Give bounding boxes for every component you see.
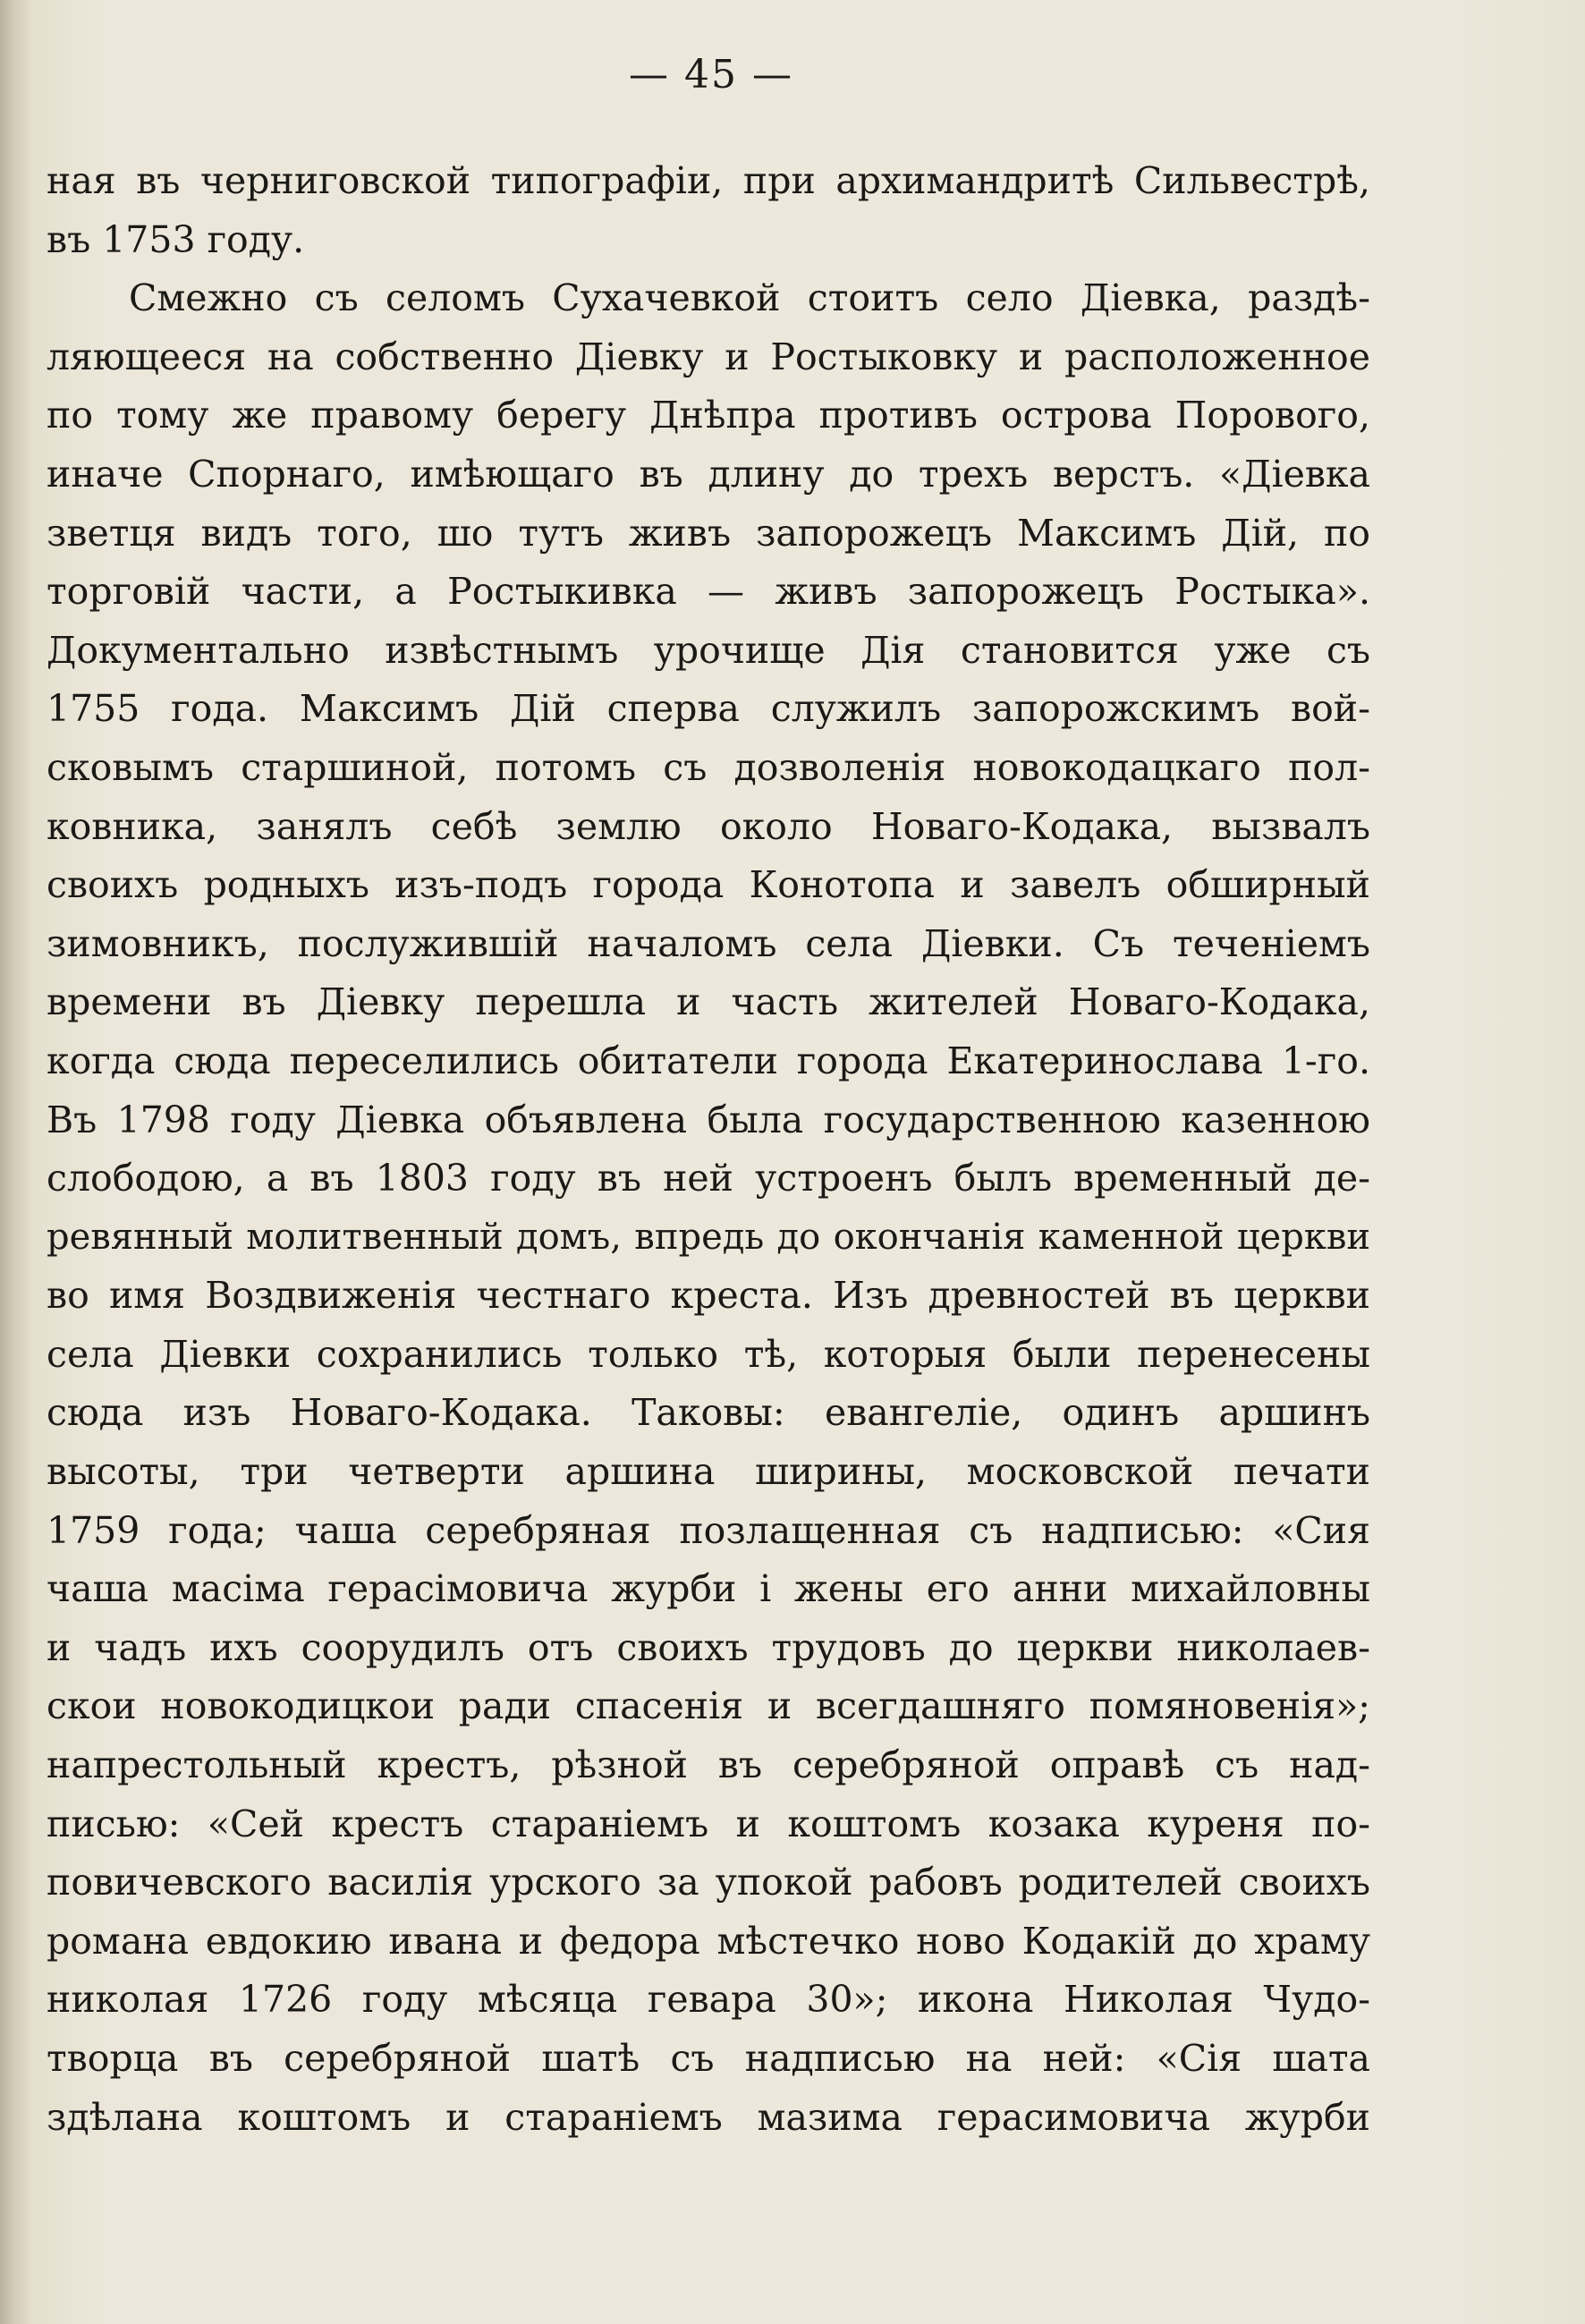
text-line: сюда изъ Новаго-Кодака. Таковы: евангеліе, одинъ аршинъ [47,1391,1370,1435]
text-line: когда сюда переселились обитатели города Екатеринослава 1-го. [47,1039,1370,1082]
page-number: — 45 — [629,52,793,98]
text-line: ковника, занялъ себѣ землю около Новаго-Кодака, вызвалъ [47,804,1370,848]
text-line: времени въ Діевку перешла и часть жителей Новаго-Кодака, [47,980,1370,1024]
text-line: ревянный молитвенный домъ, впредь до окончанія каменной церкви [47,1216,1370,1258]
text-line: здѣлана коштомъ и стараніемъ мазима герасимовича журби [47,2095,1370,2139]
body-text [47,152,1370,2147]
text-line: напрестольный крестъ, рѣзной въ серебряной оправѣ съ над- [47,1743,1370,1787]
text-line: романа евдокию ивана и федора мѣстечко ново Кодакій до храму [47,1919,1370,1963]
text-line: творца въ серебряной шатѣ съ надписью на ней: «Сія шата [47,2037,1370,2080]
text-line: ная въ черниговской типографіи, при архимандритѣ Сильвестрѣ, [47,159,1370,202]
text-line: чаша масіма герасімовича журби і жены его анни михайловны [47,1567,1370,1611]
text-line: и чадъ ихъ соорудилъ отъ своихъ трудовъ до церкви николаев- [47,1625,1370,1669]
text-line: ляющееся на собственно Діевку и Ростыковку и расположенное [47,335,1370,378]
text-line: своихъ родныхъ изъ-подъ города Конотопа и завелъ обширный [47,863,1370,907]
text-line: 1759 года; чаша серебряная позлащенная съ надписью: «Сия [47,1508,1370,1552]
text-line: писью: «Сей крестъ стараніемъ и коштомъ козака куреня по- [47,1802,1370,1845]
text-line: торговій части, а Ростыкивка — живъ запорожецъ Ростыка». [47,570,1370,614]
binding-gutter-shadow [0,0,32,2324]
text-line: иначе Спорнаго, имѣющаго въ длину до трехъ верстъ. «Діевка [47,452,1370,496]
text-line: повичевского василія урского за упокой рабовъ родителей своихъ [47,1861,1370,1904]
text-line: слободою, а въ 1803 году въ ней устроенъ былъ временный де- [47,1157,1370,1200]
text-line: высоты, три четверти аршина ширины, московской печати [47,1450,1370,1494]
text-line: сковымъ старшиной, потомъ съ дозволенія новокодацкаго пол- [47,745,1370,789]
text-line: села Діевки сохранились только тѣ, которыя были перенесены [47,1332,1370,1376]
text-line: Документально извѣстнымъ урочище Дія становится уже съ [47,628,1370,672]
text-line: скои новокодицкои ради спасенія и всегдашняго помяновенія»; [47,1684,1370,1728]
text-line: во имя Воздвиженія честнаго креста. Изъ древностей въ церкви [47,1274,1370,1318]
text-line: зветця видъ того, шо тутъ живъ запорожецъ Максимъ Дій, по [47,511,1370,555]
text-line: въ 1753 году. [47,217,305,261]
text-line: Смежно съ селомъ Сухачевкой стоитъ село Діевка, раздѣ- [129,276,1370,320]
text-line: 1755 года. Максимъ Дій сперва служилъ запорожскимъ вой- [47,687,1370,731]
text-line: зимовникъ, послужившій началомъ села Діевки. Съ теченіемъ [47,921,1370,965]
text-line: по тому же правому берегу Днѣпра противъ острова Порового, [47,394,1370,437]
text-line: николая 1726 году мѣсяца гевара 30»; икона Николая Чудо- [47,1978,1370,2022]
text-line: Въ 1798 году Діевка объявлена была государственною казенною [47,1098,1370,1141]
